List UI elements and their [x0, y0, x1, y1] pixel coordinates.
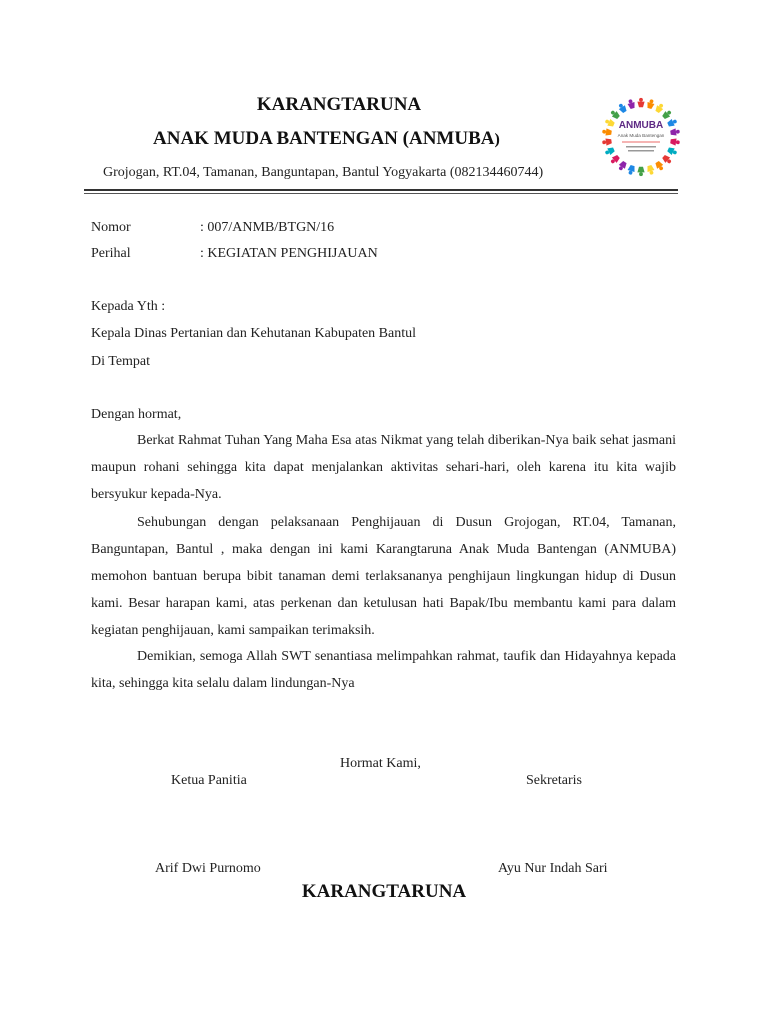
header-rule-thin	[84, 193, 678, 194]
logo-tagline: Anak Muda Bantengan	[617, 133, 665, 138]
org-logo	[600, 96, 682, 178]
logo-figure	[602, 138, 612, 146]
logo-figure	[667, 146, 678, 156]
logo-figure	[627, 165, 637, 176]
signer-right-name: Ayu Nur Indah Sari	[498, 861, 608, 876]
logo-icon	[600, 96, 682, 178]
signer-left-name: Arif Dwi Purnomo	[155, 861, 261, 876]
nomor-value: : 007/ANMB/BTGN/16	[200, 220, 335, 235]
logo-name: ANMUBA	[618, 120, 664, 131]
logo-figure	[637, 167, 644, 176]
logo-figure	[609, 154, 621, 166]
logo-small-text-line-1	[626, 146, 656, 148]
header-rule-thick	[84, 189, 678, 191]
perihal-value: : KEGIATAN PENGHIJAUAN	[200, 246, 378, 261]
logo-figure	[661, 109, 673, 121]
signer-left-title: Ketua Panitia	[171, 773, 247, 788]
closing-salutation: Hormat Kami,	[340, 756, 421, 771]
body-paragraph-1: Berkat Rahmat Tuhan Yang Maha Esa atas Nikmat yang telah diberikan-Nya baik sehat jasmani maupun rohani sehingga kita dapat menjalankan aktivitas sehari-hari, oleh karena itu kita wajib bersyukur kepada-Nya.	[91, 433, 676, 502]
logo-figure	[627, 98, 637, 109]
logo-figure	[617, 160, 628, 172]
org-address: Grojogan, RT.04, Tamanan, Banguntapan, Bantul Yogyakarta (082134460744)	[103, 165, 544, 180]
org-name-line2-text: ANAK MUDA BANTENGAN (ANMUBA	[153, 128, 495, 149]
logo-figure	[654, 160, 665, 172]
logo-figure	[654, 102, 665, 114]
logo-figure	[667, 117, 678, 127]
body-paragraph-3: Demikian, semoga Allah SWT senantiasa melimpahkan rahmat, taufik dan Hidayahnya kepada kita, sehingga kita selalu dalam lindungan-Nya	[91, 649, 676, 691]
logo-figure	[646, 165, 656, 176]
org-name-line1: KARANGTARUNA	[256, 94, 422, 115]
recipient-line-2: Kepala Dinas Pertanian dan Kehutanan Kabupaten Bantul	[91, 326, 417, 341]
recipient-line-3: Di Tempat	[91, 354, 151, 369]
logo-figure	[602, 128, 612, 136]
logo-figure	[617, 102, 628, 114]
logo-figure	[670, 128, 680, 136]
logo-figure	[661, 154, 673, 166]
logo-figure	[609, 109, 621, 121]
logo-figure	[646, 98, 656, 109]
recipient-line-1: Kepada Yth :	[91, 299, 166, 314]
logo-figure	[670, 138, 680, 146]
signer-right-title: Sekretaris	[526, 773, 582, 788]
greeting: Dengan hormat,	[91, 407, 182, 422]
perihal-label: Perihal	[91, 246, 131, 261]
org-name-line2-close: )	[494, 131, 500, 148]
logo-figure	[604, 117, 615, 127]
footer-org-name: KARANGTARUNA	[301, 881, 467, 902]
logo-small-text-line-2	[628, 150, 654, 152]
body-paragraph-2: Sehubungan dengan pelaksanaan Penghijauan di Dusun Grojogan, RT.04, Tamanan, Banguntapan, Bantul , maka dengan ini kami Karangtaruna Anak Muda Bantengan (ANMUBA) memohon bantuan berupa bibit tanaman demi terlaksananya penghijaun lingkungan hidup di Dusun kami. Besar harapan kami, atas perkenan dan ketulusan hati Bapak/Ibu membantu kami para dalam kegiatan penghijauan, kami sampaikan terimaksih.	[91, 515, 676, 638]
logo-figure	[604, 146, 615, 156]
org-name-line2	[153, 128, 500, 150]
nomor-label: Nomor	[91, 220, 131, 235]
logo-figure	[637, 98, 644, 107]
